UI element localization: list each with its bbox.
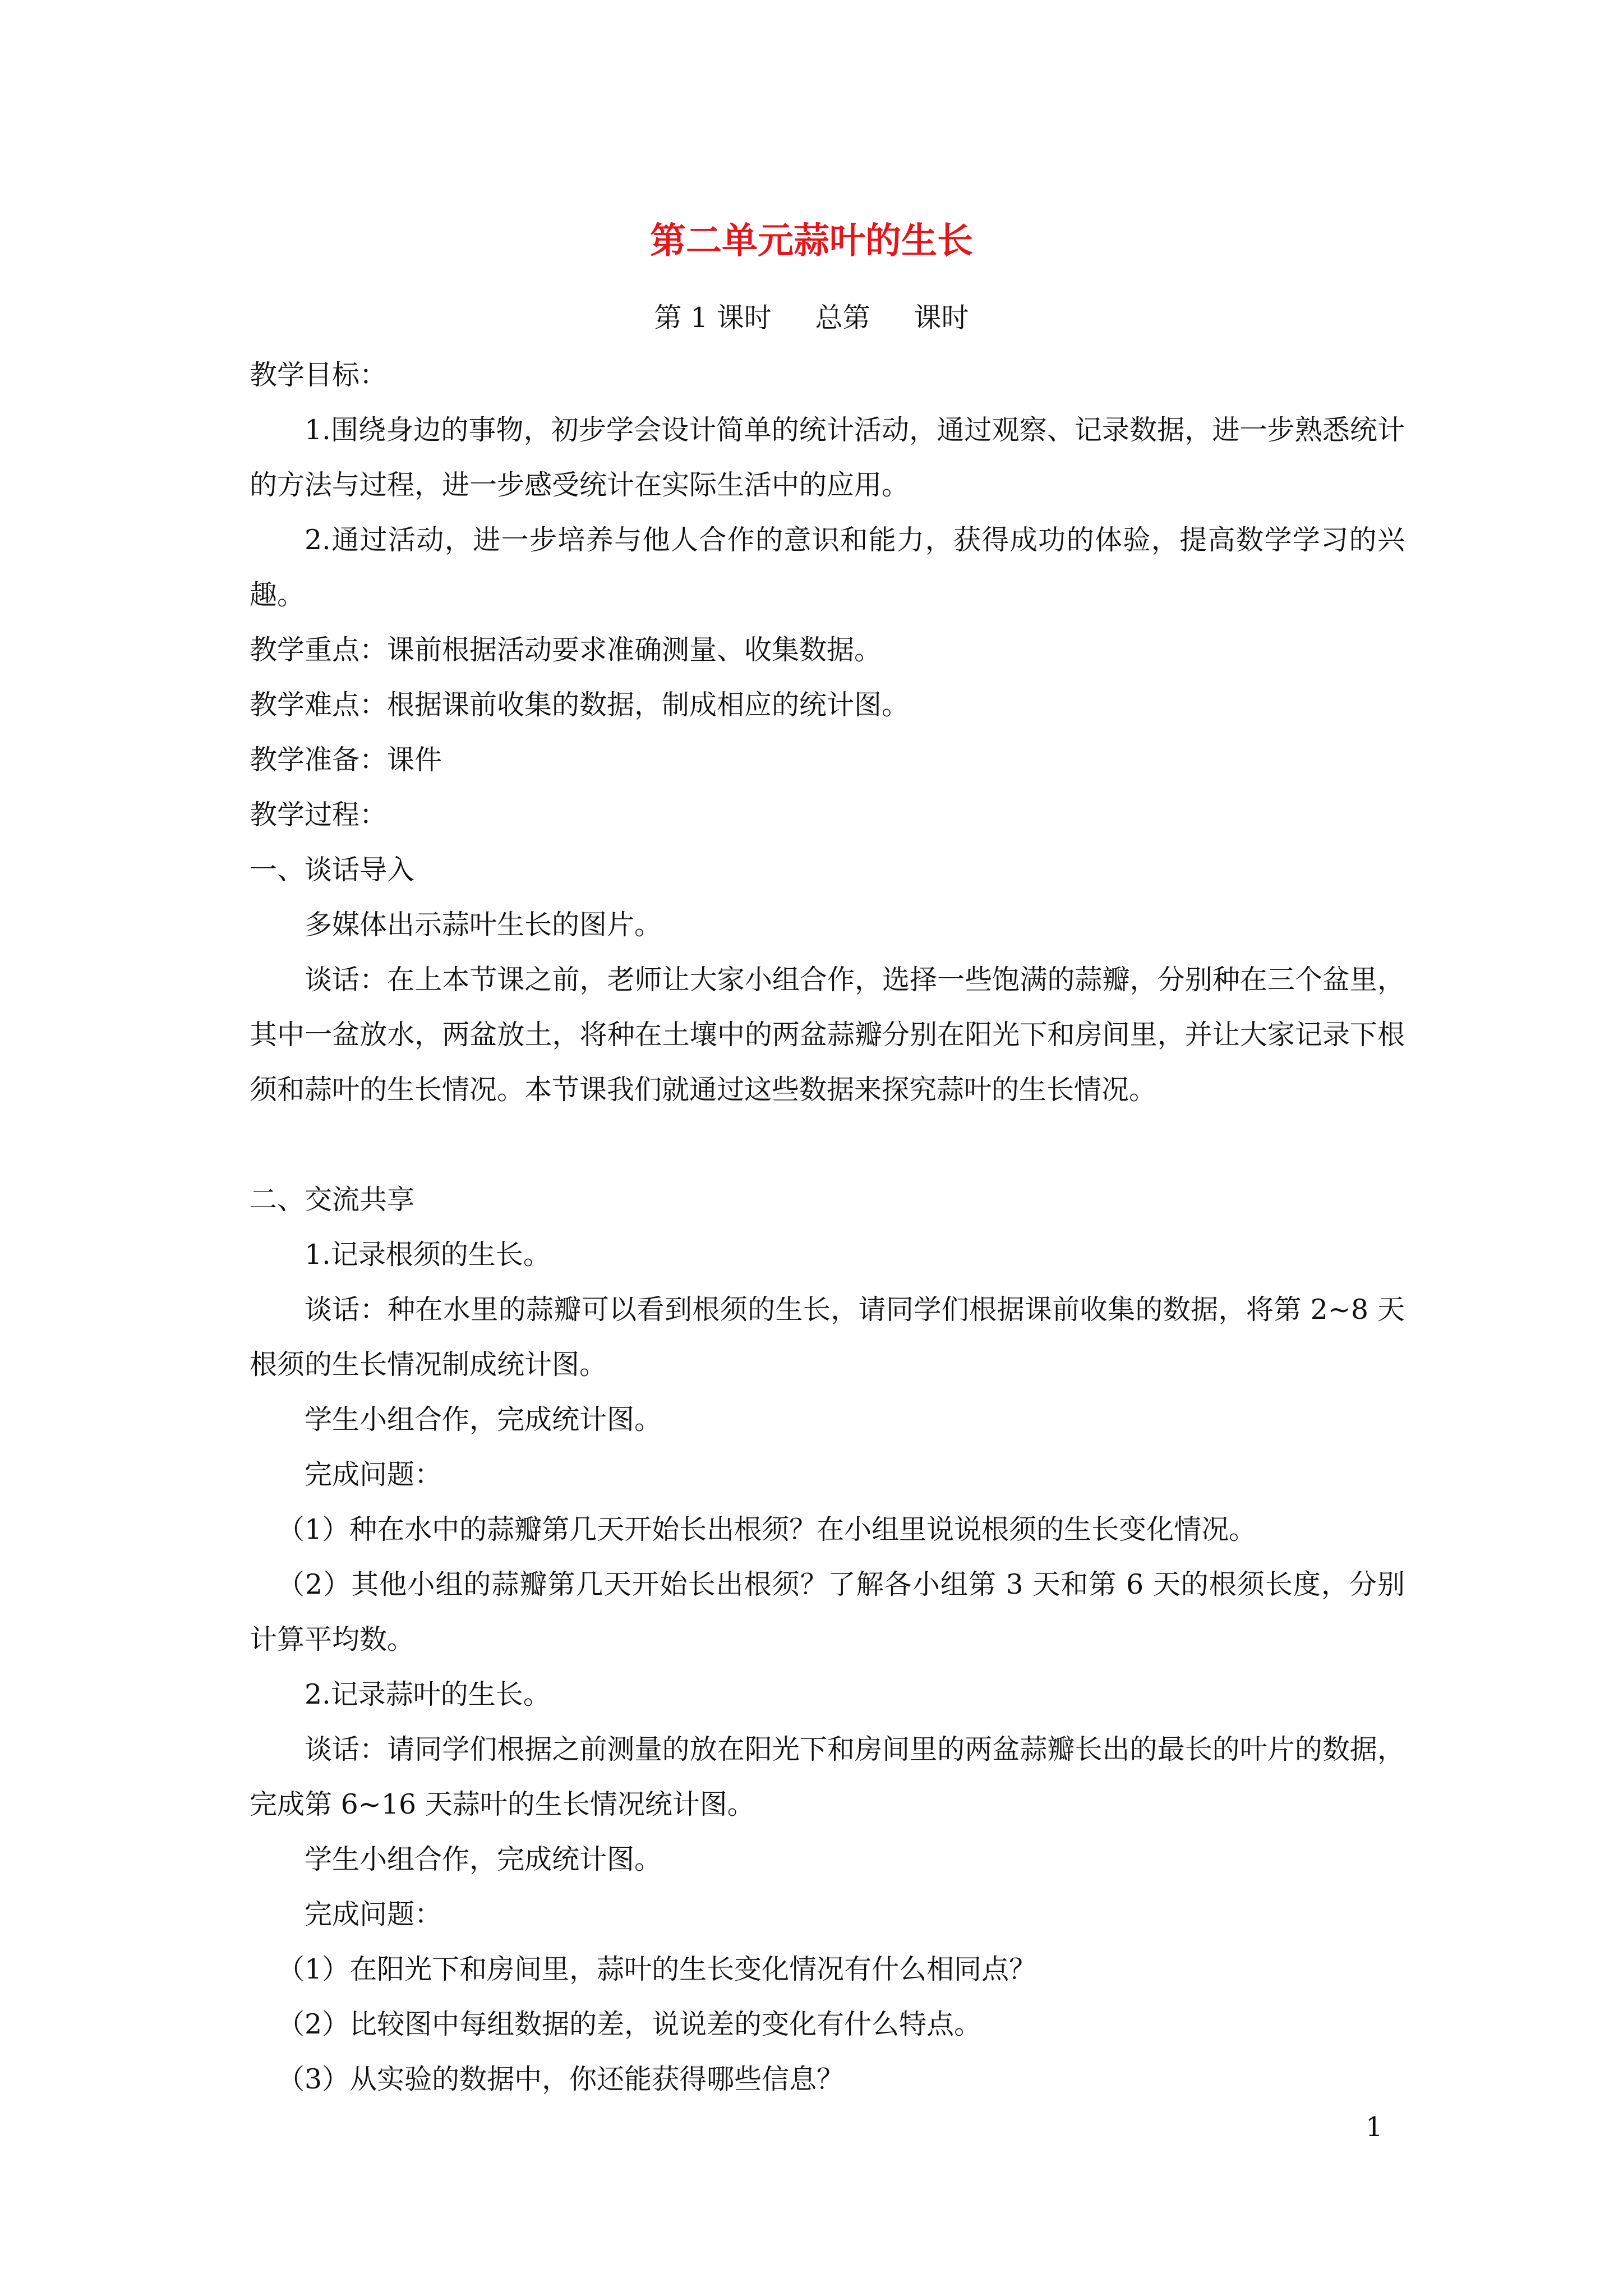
paragraph: 2.通过活动，进一步培养与他人合作的意识和能力，获得成功的体验，提高数学学习的兴趣。 <box>250 524 1405 611</box>
paragraph: 谈话：请同学们根据之前测量的放在阳光下和房间里的两盆蒜瓣长出的最长的叶片的数据，完成第 6~16 天蒜叶的生长情况统计图。 <box>250 1733 1405 1820</box>
paragraph: 谈话：种在水里的蒜瓣可以看到根须的生长，请同学们根据课前收集的数据，将第 2~8 天根须的生长情况制成统计图。 <box>250 1294 1405 1381</box>
paragraph: 教学难点：根据课前收集的数据，制成相应的统计图。 <box>250 689 910 721</box>
paragraph: 多媒体出示蒜叶生长的图片。 <box>305 909 662 941</box>
paragraph: （2）比较图中每组数据的差，说说差的变化有什么特点。 <box>277 2008 982 2040</box>
page-number: 1 <box>1366 2111 1383 2143</box>
paragraph: 一、谈话导入 <box>250 854 415 886</box>
lesson-subtitle: 第 1 课时 总第 课时 <box>654 302 969 334</box>
paragraph: （1）种在水中的蒜瓣第几天开始长出根须？在小组里说说根须的生长变化情况。 <box>277 1513 1257 1545</box>
paragraph: 教学目标： <box>250 359 388 391</box>
blank-line <box>250 1117 1405 1172</box>
paragraph: 二、交流共享 <box>250 1184 415 1216</box>
paragraph: 学生小组合作，完成统计图。 <box>305 1843 662 1875</box>
paragraph: （1）在阳光下和房间里，蒜叶的生长变化情况有什么相同点？ <box>277 1953 1037 1985</box>
paragraph: 完成问题： <box>305 1458 442 1490</box>
paragraph: 谈话：在上本节课之前，老师让大家小组合作，选择一些饱满的蒜瓣，分别种在三个盆里，其中一盆放水，两盆放土，将种在土壤中的两盆蒜瓣分别在阳光下和房间里，并让大家记录下根须和蒜叶的生长情况。本节课我们就通过这些数据来探究蒜叶的生长情况。 <box>250 964 1405 1106</box>
paragraph: 1.记录根须的生长。 <box>305 1239 551 1271</box>
paragraph: 教学重点：课前根据活动要求准确测量、收集数据。 <box>250 634 882 666</box>
paragraph: 1.围绕身边的事物，初步学会设计简单的统计活动，通过观察、记录数据，进一步熟悉统计的方法与过程，进一步感受统计在实际生活中的应用。 <box>250 414 1405 501</box>
paragraph: 学生小组合作，完成统计图。 <box>305 1404 662 1435</box>
paragraph: （2）其他小组的蒜瓣第几天开始长出根须？了解各小组第 3 天和第 6 天的根须长度，分别计算平均数。 <box>250 1568 1405 1655</box>
paragraph: 2.记录蒜叶的生长。 <box>305 1678 551 1710</box>
document-title: 第二单元蒜叶的生长 <box>650 220 973 262</box>
paragraph: 教学准备：课件 <box>250 744 442 776</box>
document-body <box>250 348 1405 2107</box>
paragraph: （3）从实验的数据中，你还能获得哪些信息？ <box>277 2063 845 2095</box>
paragraph: 完成问题： <box>305 1898 442 1930</box>
paragraph: 教学过程： <box>250 799 388 831</box>
